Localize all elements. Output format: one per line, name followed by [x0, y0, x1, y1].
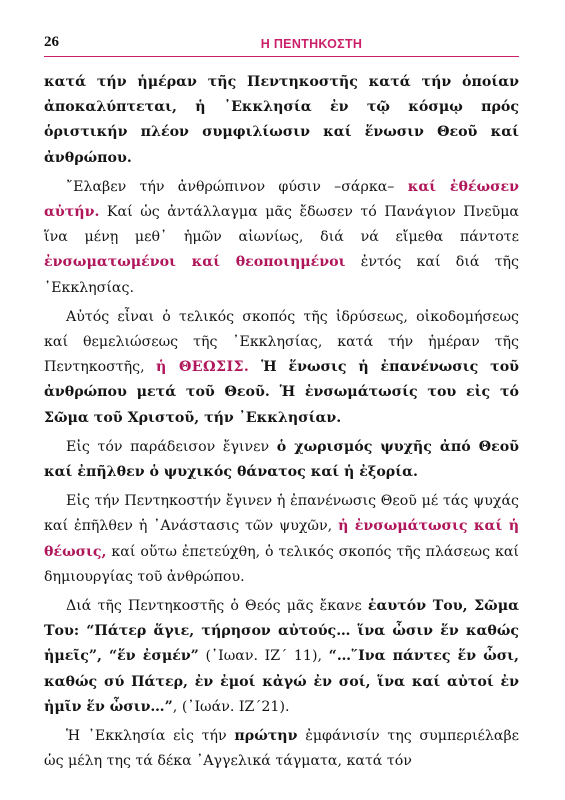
bold-text: ἑαυτόν Του, Σῶμα Του: “Πάτερ ἅγιε, τήρησον αὐτούς… ἵνα ὦσιν ἕν καθώς ἡμεῖς”, “ἕν ἐσμέν” — [44, 598, 519, 665]
text-run: ῎Ελαβεν τήν ἀνθρώπινον φύσιν –σάρκα– — [66, 178, 408, 195]
text-run: ἐντός καί διά τῆς ᾿Εκκλησίας. — [44, 254, 519, 296]
scripture-reference: , (᾿Ιωάν. ΙΖ΄21). — [172, 698, 290, 715]
paragraph-7 — [44, 724, 519, 774]
paragraph-5 — [44, 489, 519, 590]
text-run: Εἰς τόν παράδεισον ἔγινεν — [66, 438, 277, 455]
text-run: Ἡ ᾿Εκκλησία εἰς τήν — [66, 728, 235, 745]
paragraph-4 — [44, 435, 519, 485]
highlighted-text: ἡ ἐνσωμάτωσις καί ἡ θέωσις, — [44, 518, 520, 560]
text-run: Καί ὡς ἀντάλλαγμα μᾶς ἔδωσεν τό Πανάγιον Πνεῦμα ἵνα μένῃ μεθ᾿ ἡμῶν αἰωνίως, διά νά εἴμεθα πάντοτε — [44, 204, 519, 246]
highlighted-text: ἐνσωματωμένοι καί θεοποιημένοι — [44, 254, 346, 271]
text-run: Αὐτός εἶναι ὁ τελικός σκοπός τῆς ἱδρύσεως, οἰκοδομήσεως καί θεμελιώσεως τῆς ᾿Εκκλησίας, κατά τήν ἡμέραν τῆς Πεντηκοστῆς, — [44, 308, 519, 376]
body-text — [44, 70, 519, 774]
scripture-reference: (᾿Ιωαν. ΙΖ΄ 11), — [198, 648, 329, 665]
text-run: ἐμφάνισίν της συμπεριέλαβε ὡς μέλη της τά δέκα ᾿Αγγελικά τάγματα, κατά τόν — [44, 728, 520, 770]
text-run: Διά τῆς Πεντηκοστῆς ὁ Θεός μᾶς ἔκανε — [66, 598, 368, 615]
highlighted-text: ἡ ΘΕΩΣΙΣ. — [156, 359, 250, 376]
paragraph-2 — [44, 175, 519, 301]
highlighted-text: καί ἐθέωσεν αὐτήν. — [44, 178, 520, 221]
paragraph-3 — [44, 305, 519, 431]
running-title: Η ΠΕΝΤΗΚΟΣΤΗ — [260, 37, 363, 51]
page-header — [44, 30, 519, 57]
paragraph-6 — [44, 594, 519, 720]
text-run: Εἰς τήν Πεντηκοστήν ἔγινεν ἡ ἐπανένωσις Θεοῦ μέ τάς ψυχάς καί ἐπῆλθεν ἡ ᾿Ανάστασις τῶν ψυχῶν, — [44, 493, 519, 535]
bold-text: πρώτην — [234, 728, 298, 745]
bold-text: ὁ χωρισμός ψυχῆς ἀπό Θεοῦ καί ἐπῆλθεν ὁ ψυχικός θάνατος καί ἡ ἐξορία. — [44, 438, 519, 481]
bold-text: “…῞Ινα πάντες ἕν ὦσι, καθώς σύ Πάτερ, ἐν ἐμοί κἀγώ ἐν σοί, ἵνα καί αὐτοί ἐν ἡμῖν ἕν ὦσιν…” — [44, 648, 519, 715]
text-run: καί οὕτω ἐπετεύχθη, ὁ τελικός σκοπός τῆς πλάσεως καί δημιουργίας τοῦ ἀνθρώπου. — [44, 543, 519, 585]
text-run: κατά τήν ἡμέραν τῆς Πεντηκοστῆς κατά τήν ὁποίαν ἀποκαλύπτεται, ἡ ᾿Εκκλησία ἐν τῷ κόσμῳ πρός ὁριστικήν πλέον συμφιλίωσιν καί ἕνωσιν Θεοῦ καί ἀνθρώπου. — [44, 74, 519, 166]
paragraph-1 — [44, 70, 519, 171]
page-number: 26 — [44, 34, 59, 50]
bold-text: Ἡ ἕνωσις ἡ ἐπανένωσις τοῦ ἀνθρώπου μετά τοῦ Θεοῦ. Ἡ ἐνσωμάτωσίς του εἰς τό Σῶμα τοῦ Χριστοῦ, τήν ᾿Εκκλησίαν. — [44, 359, 520, 426]
